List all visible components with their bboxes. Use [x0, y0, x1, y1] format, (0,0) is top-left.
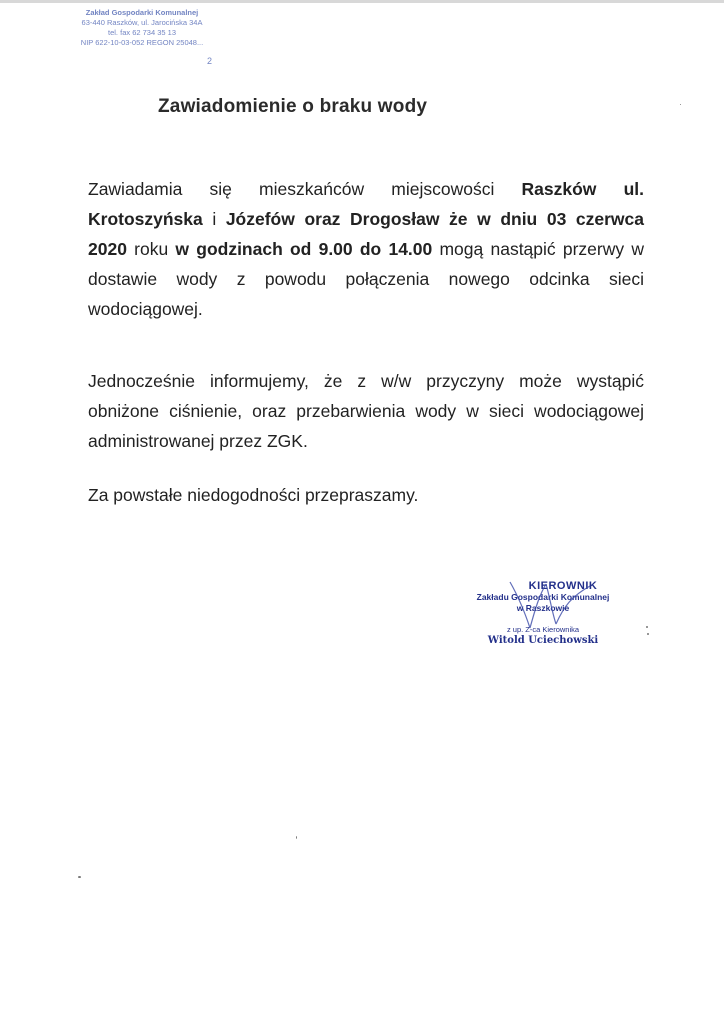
signature-stamp [458, 580, 628, 646]
scan-speck [680, 104, 681, 105]
document-title: Zawiadomienie o braku wody [158, 96, 428, 117]
paragraph-announcement [88, 174, 644, 324]
p1-bold-2: Józefów oraz Drogosław że w dniu 03 czerwca 2020 [88, 209, 644, 259]
scan-speck [296, 836, 297, 839]
p1-text-2: i [202, 209, 226, 229]
stamp-line-3: tel. fax 62 734 35 13 [108, 28, 176, 37]
scan-speck [78, 876, 81, 878]
company-stamp [58, 8, 226, 66]
p1-bold-3: w godzinach od 9.00 do 14.00 [175, 239, 433, 259]
stamp-line-4: NIP 622-10-03-052 REGON 25048... [80, 38, 204, 47]
stamp-line-2: 63-440 Raszków, ul. Jarocińska 34A [81, 18, 203, 27]
paragraph-apology: Za powstałe niedogodności przepraszamy. [88, 485, 419, 505]
signature-name: Witold Uciechowski [487, 635, 599, 646]
signature-org-line-1: Zakładu Gospodarki Komunalnej [476, 592, 610, 602]
stamp-mark: 2 [206, 56, 212, 66]
scan-edge [0, 0, 724, 3]
scan-speck [647, 633, 649, 635]
p1-text-4: mogą nastąpić przerwy w dostawie wody z powodu połączenia nowego odcinka sieci wodociągowej. [88, 239, 644, 319]
signature-deputy: z up. Z-ca Kierownika [506, 625, 580, 634]
p1-text-3: roku [126, 239, 176, 259]
handwritten-signature-icon [480, 576, 600, 634]
signature-role: KIEROWNIK [528, 580, 598, 592]
scan-speck [646, 626, 648, 628]
p1-bold-1: Raszków ul. Krotoszyńska [88, 179, 644, 229]
paragraph-information: Jednocześnie informujemy, że z w/w przyczyny może wystąpić obniżone ciśnienie, oraz przebarwienia wody w sieci wodociągowej administrowanej przez ZGK. [88, 371, 644, 451]
p1-text-1: Zawiadamia się mieszkańców miejscowości [88, 179, 522, 199]
stamp-line-1: Zakład Gospodarki Komunalnej [85, 8, 199, 17]
signature-org-line-2: w Raszkowie [516, 603, 570, 613]
